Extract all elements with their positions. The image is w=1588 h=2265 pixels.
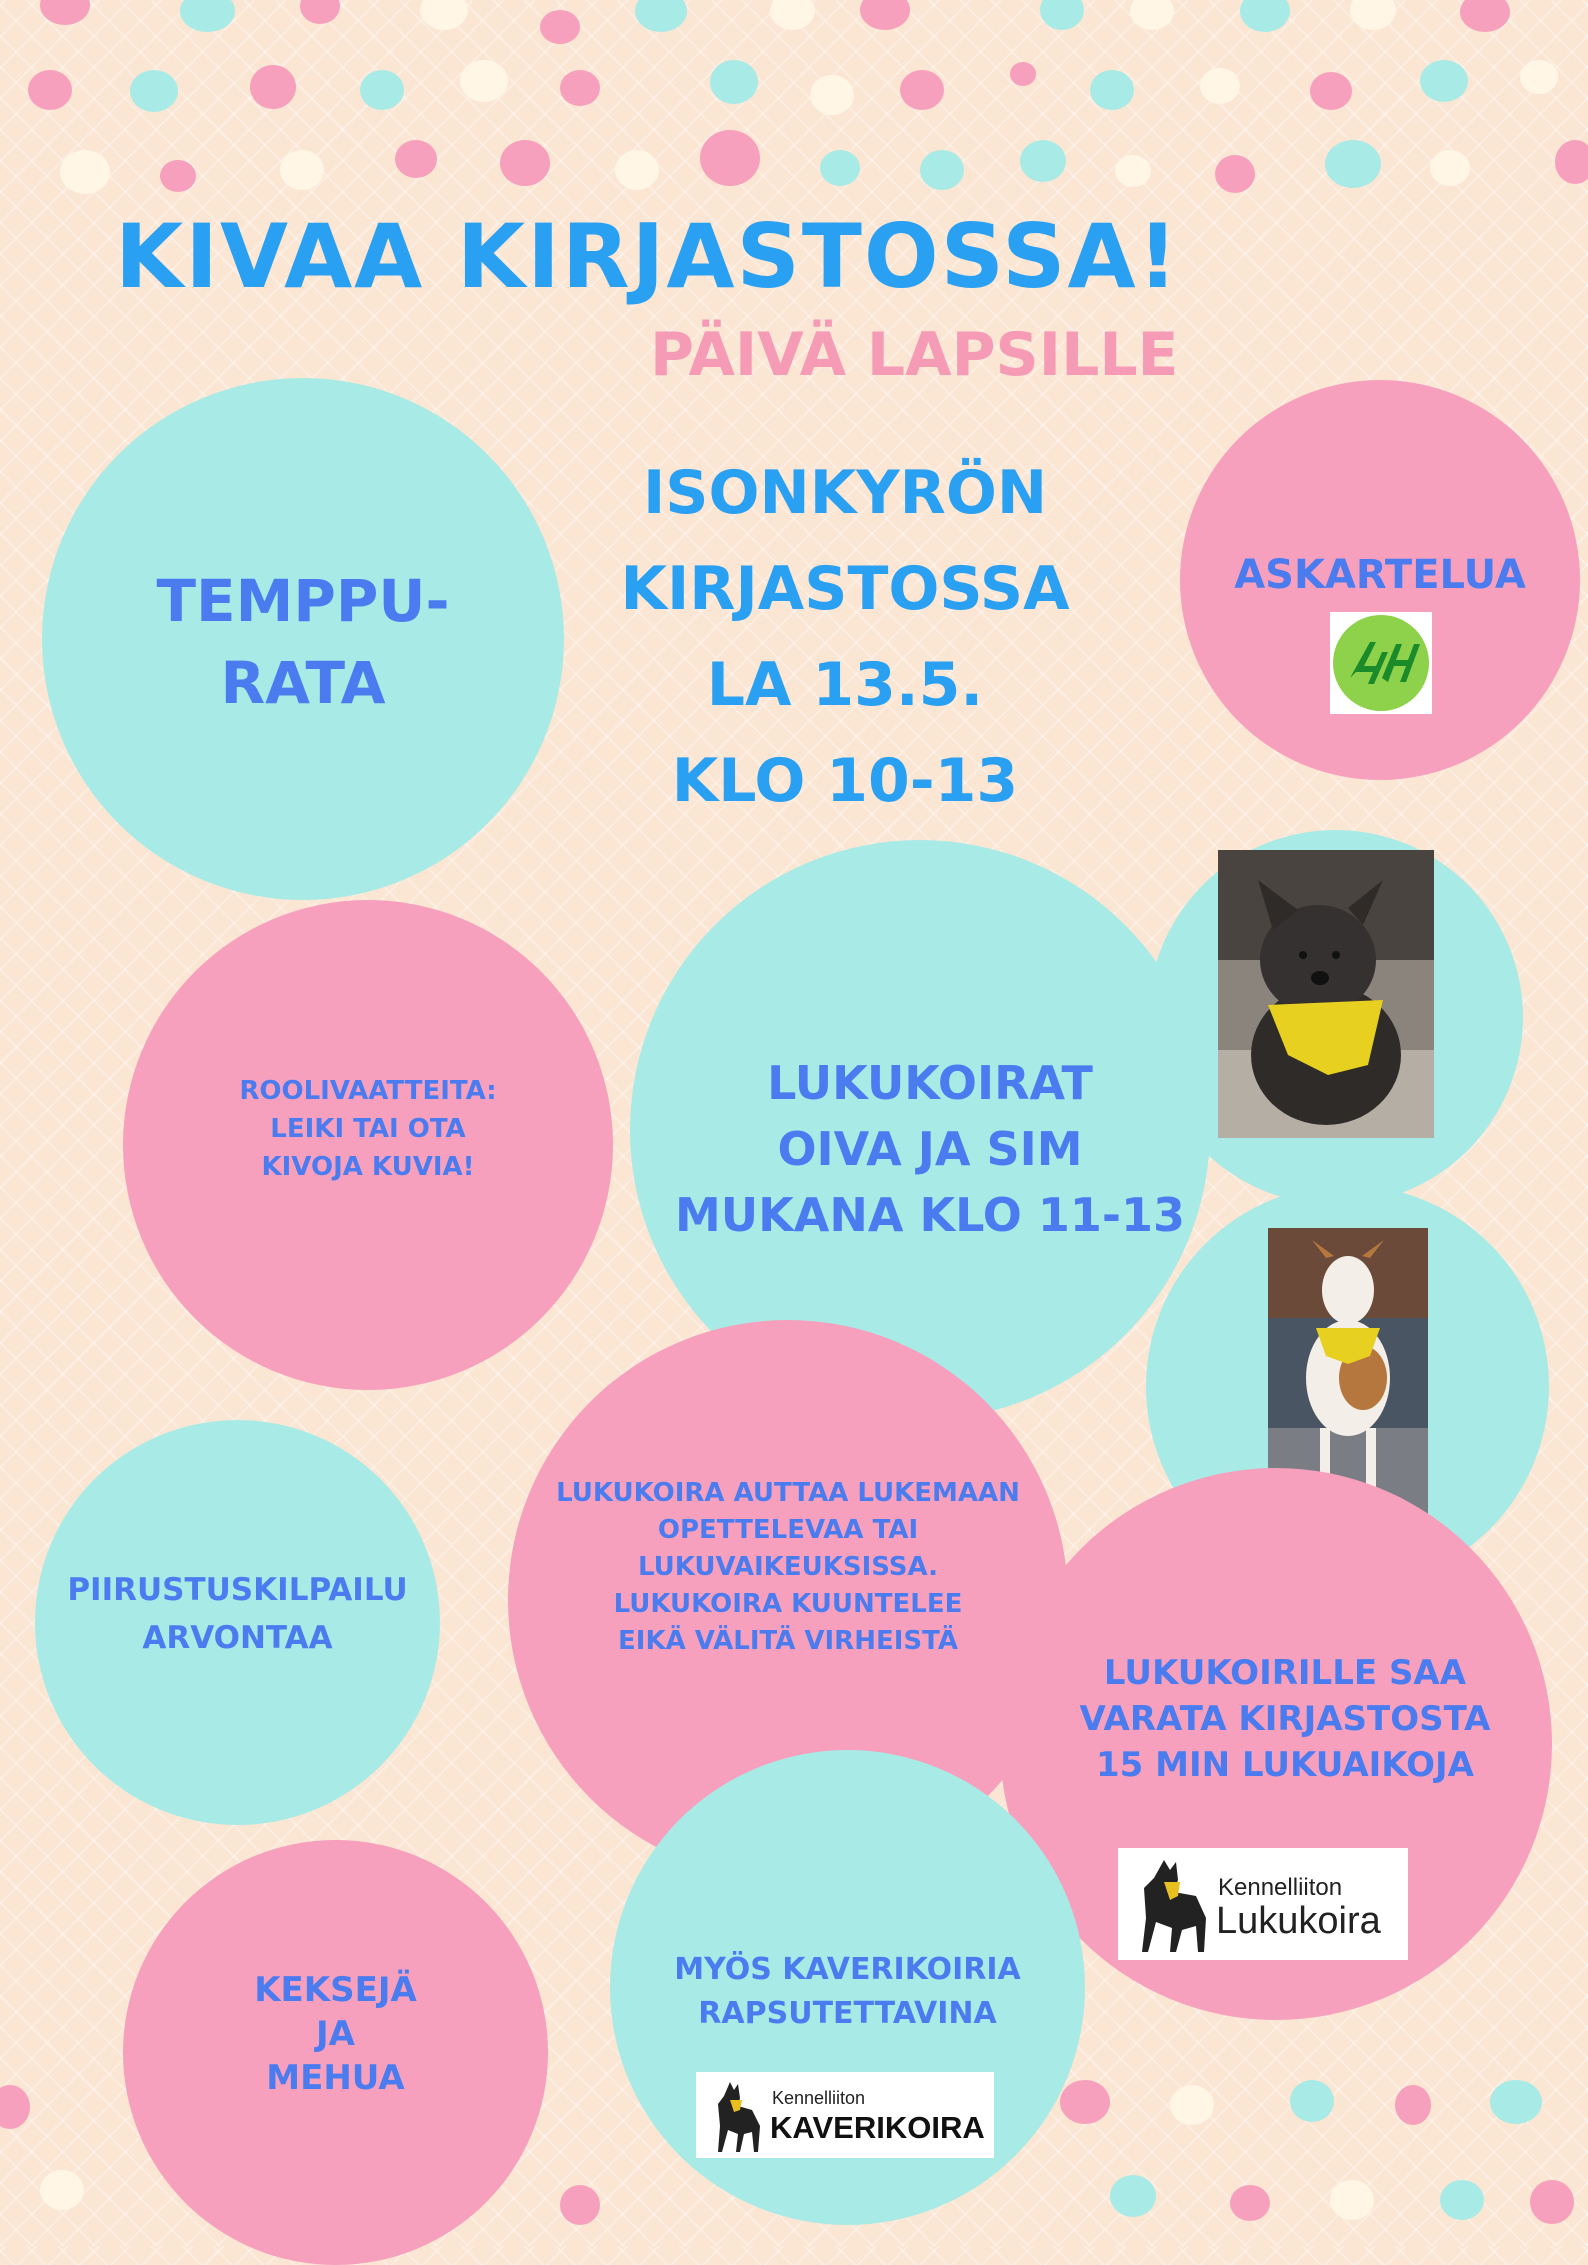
roolivaatteita-text: ROOLIVAATTEITA: LEIKI TAI OTA KIVOJA KUVIA! <box>239 1076 497 1182</box>
keksejä-text: KEKSEJÄ JA MEHUA <box>254 1970 417 2098</box>
kaverikoira-logo-big: KAVERIKOIRA <box>770 2110 985 2145</box>
lukukoirat-text: LUKUKOIRAT OIVA JA SIM MUKANA KLO 11-13 <box>674 1056 1186 1242</box>
kaverikoira-logo-small: Kennelliiton <box>772 2088 866 2108</box>
kennelliiton-kaverikoira-logo <box>696 2072 994 2158</box>
piirustuskilpailu-text: PIIRUSTUSKILPAILU ARVONTAA <box>67 1572 408 1656</box>
lukukoira-logo-small: Kennelliiton <box>1218 1874 1343 1901</box>
lukukoira-logo-big: Lukukoira <box>1216 1900 1381 1942</box>
lukuaikoja-text: LUKUKOIRILLE SAA VARATA KIRJASTOSTA 15 MIN LUKUAIKOJA <box>1079 1653 1491 1785</box>
dog-photo-oiva <box>1218 850 1434 1138</box>
poster-title: KIVAA KIRJASTOSSA! <box>115 205 1180 308</box>
temppurata-text: TEMPPU- RATA <box>156 567 450 717</box>
poster-subtitle: PÄIVÄ LAPSILLE <box>650 320 1179 390</box>
four-h-logo <box>1330 612 1432 714</box>
kennelliiton-lukukoira-logo <box>1118 1848 1408 1960</box>
event-info: ISONKYRÖN KIRJASTOSSA LA 13.5. KLO 10-13 <box>620 458 1070 816</box>
lukukoira-auttaa-text: LUKUKOIRA AUTTAA LUKEMAAN OPETTELEVAA TAI LUKUVAIKEUKSISSA. LUKUKOIRA KUUNTELEE EIKÄ VÄLITÄ VIRHEISTÄ <box>556 1478 1020 1656</box>
askartelua-text: ASKARTELUA <box>1234 552 1526 598</box>
kaverikoiria-text: MYÖS KAVERIKOIRIA RAPSUTETTAVINA <box>674 1952 1021 2031</box>
